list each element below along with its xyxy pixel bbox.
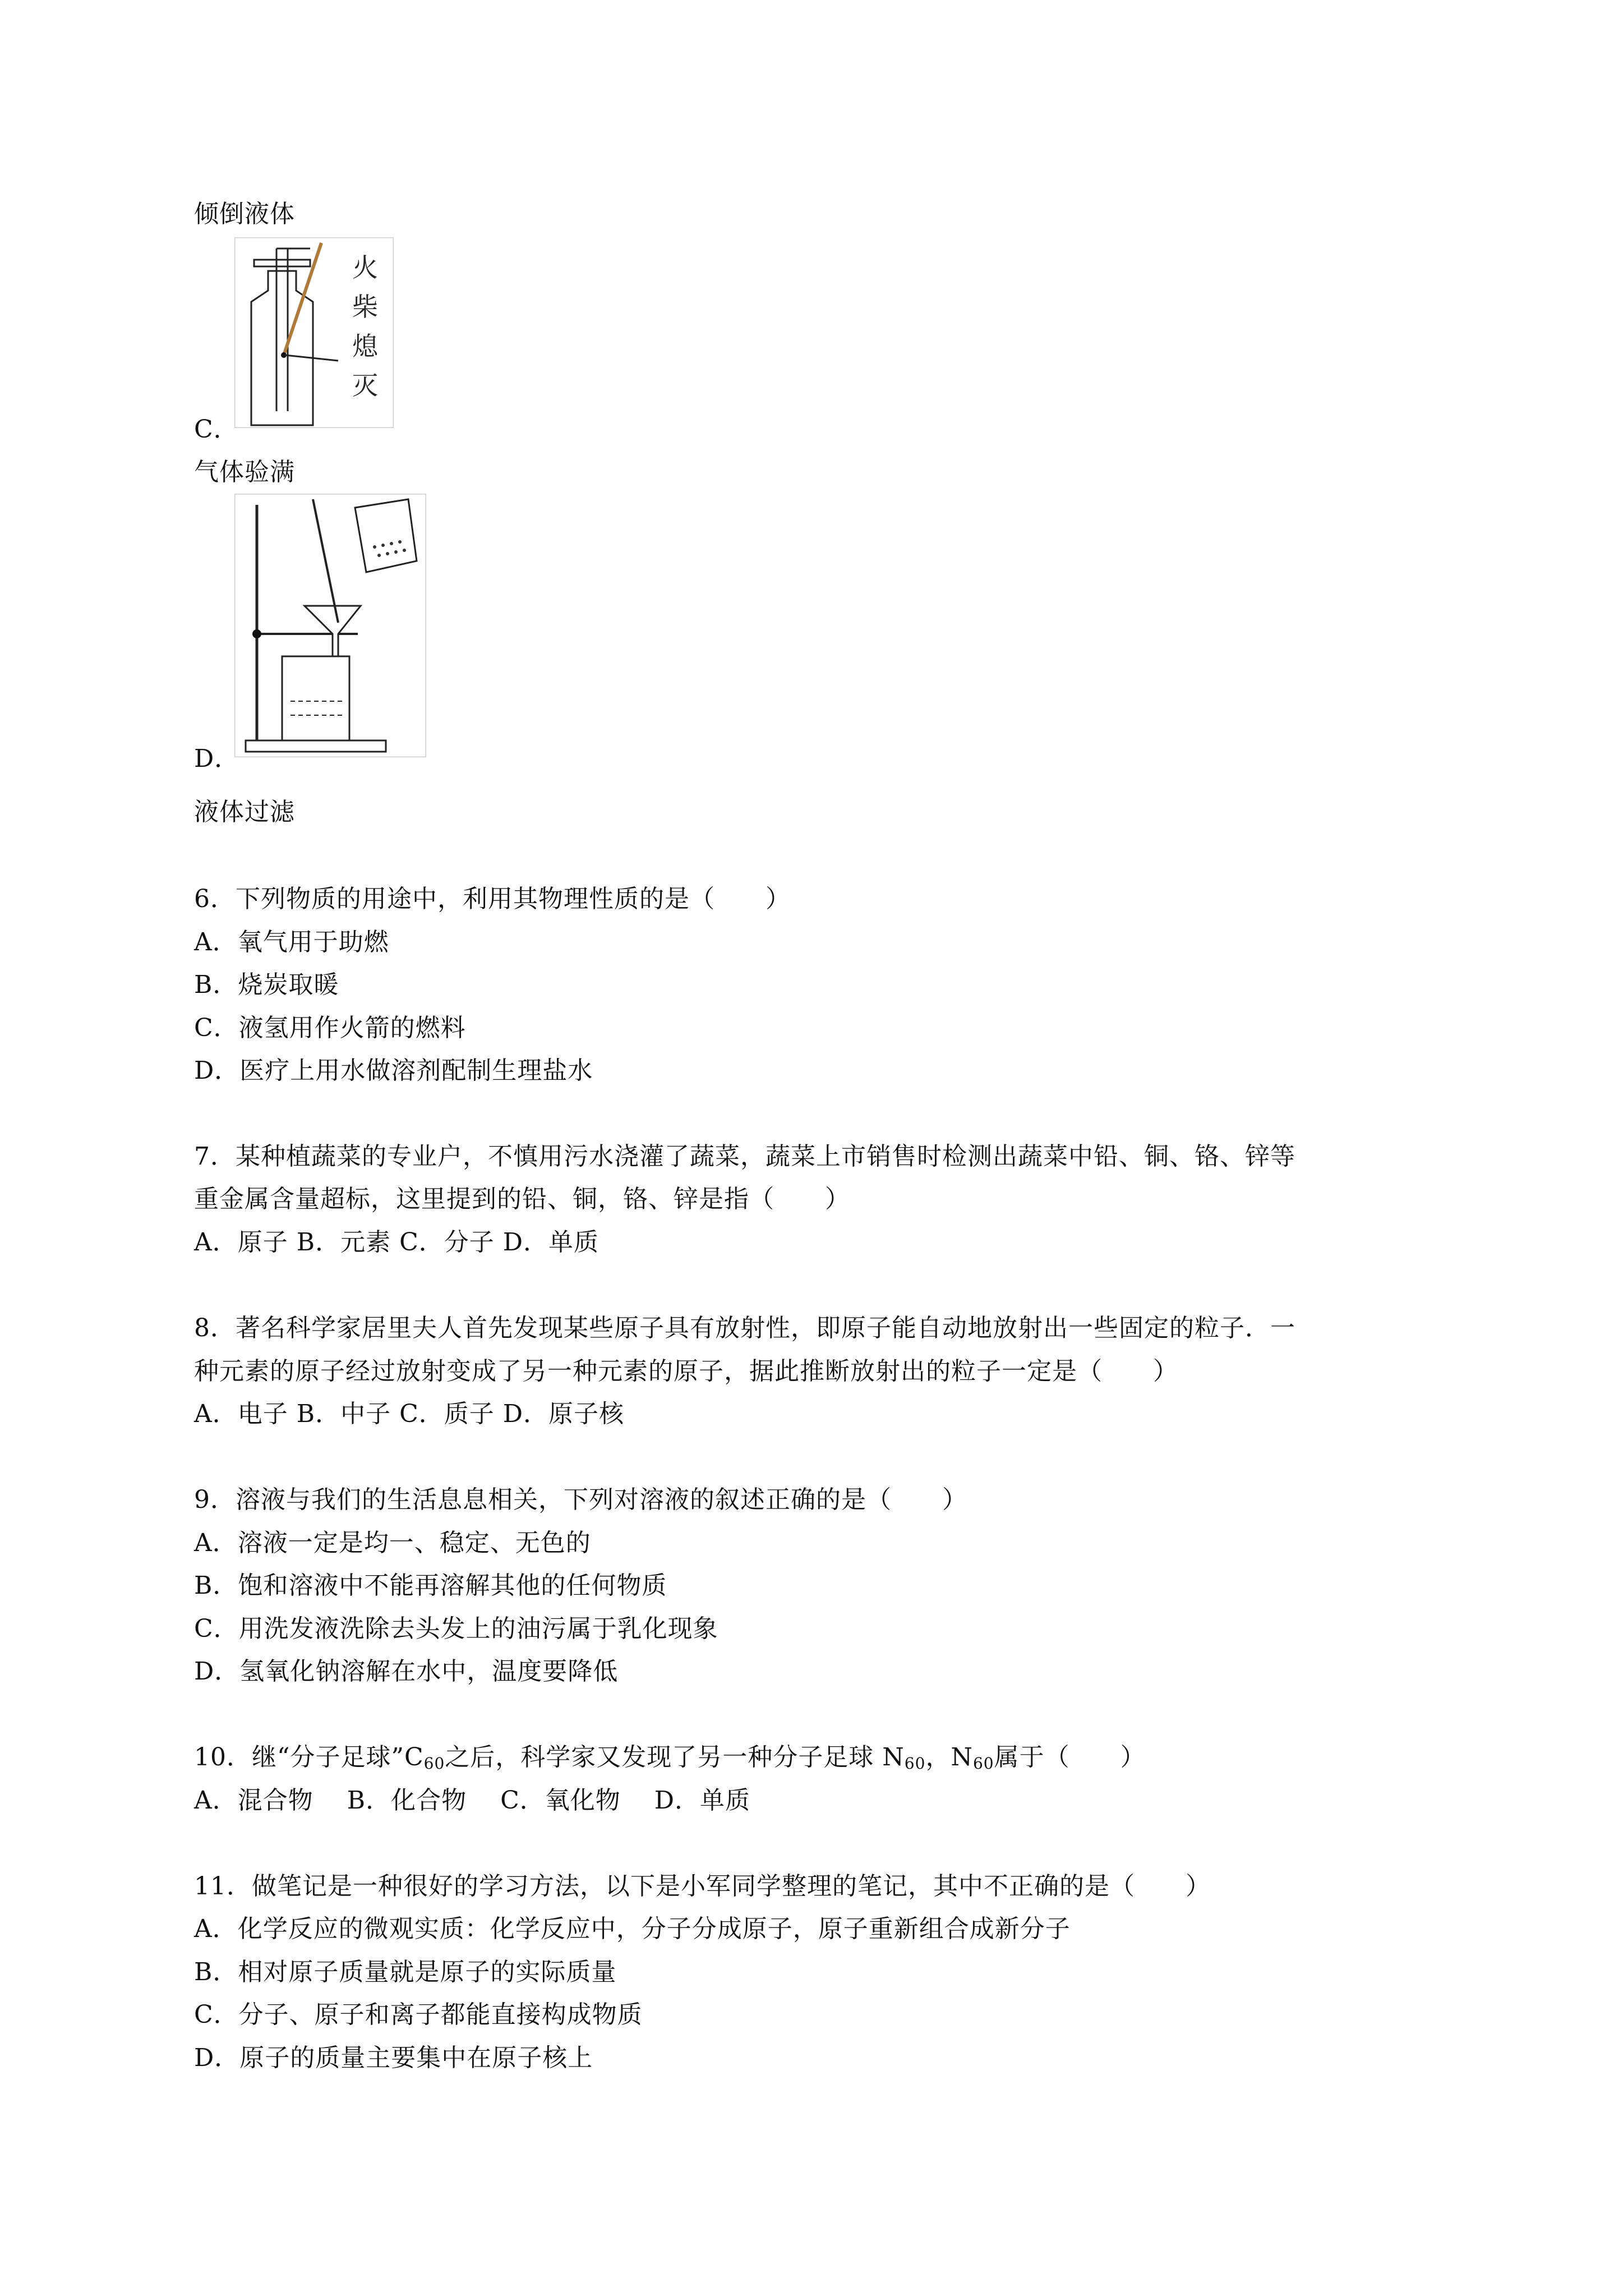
match-extinguish-char-2: 柴 — [352, 292, 378, 322]
question-6-option-d: D．医疗上用水做溶剂配制生理盐水 — [194, 1056, 593, 1085]
label-gas-full: 气体验满 — [194, 458, 295, 486]
question-9-stem: 9．溶液与我们的生活息息相关，下列对溶液的叙述正确的是（ ） — [194, 1485, 967, 1514]
question-11-stem: 11．做笔记是一种很好的学习方法，以下是小军同学整理的笔记，其中不正确的是（ ） — [194, 1872, 1211, 1901]
question-10-sub-c60: 60 — [423, 1754, 445, 1773]
question-9-option-d: D．氢氧化钠溶解在水中，温度要降低 — [194, 1657, 619, 1686]
question-6-option-a: A．氧气用于助燃 — [194, 928, 389, 956]
option-d-label: D． — [194, 744, 240, 773]
question-6-option-b: B．烧炭取暖 — [194, 970, 339, 999]
question-10-stem-part-c: ，N — [925, 1743, 973, 1772]
question-10-stem-part-a: 10．继“分子足球”C — [194, 1743, 424, 1772]
question-9-option-a: A．溶液一定是均一、稳定、无色的 — [194, 1529, 591, 1557]
match-extinguish-char-4: 灭 — [352, 370, 378, 401]
question-8-stem-line-1: 8．著名科学家居里夫人首先发现某些原子具有放射性，即原子能自动地放射出一些固定的粒子．一 — [194, 1314, 1295, 1342]
question-10-stem-part-b: 之后，科学家又发现了另一种分子足球 N — [445, 1743, 905, 1772]
match-extinguish-char-3: 熄 — [352, 331, 378, 361]
question-10-options: A．混合物 B．化合物 C．氧化物 D．单质 — [194, 1786, 751, 1815]
question-7-stem-line-2: 重金属含量超标，这里提到的铅、铜，铬、锌是指（ ） — [194, 1185, 850, 1213]
question-8-stem-line-2: 种元素的原子经过放射变成了另一种元素的原子，据此推断放射出的粒子一定是（ ） — [194, 1357, 1178, 1386]
question-10-sub-n60-1: 60 — [904, 1754, 926, 1773]
question-6-option-c: C．液氢用作火箭的燃料 — [194, 1014, 466, 1042]
question-11-option-d: D．原子的质量主要集中在原子核上 — [194, 2044, 593, 2072]
question-10-sub-n60-2: 60 — [972, 1754, 994, 1773]
gas-full-test-figure — [234, 237, 394, 428]
question-11-option-b: B．相对原子质量就是原子的实际质量 — [194, 1958, 617, 1986]
question-11-option-a: A．化学反应的微观实质：化学反应中，分子分成原子，原子重新组合成新分子 — [194, 1915, 1071, 1943]
question-11-option-c: C．分子、原子和离子都能直接构成物质 — [194, 2000, 643, 2029]
question-9-option-b: B．饱和溶液中不能再溶解其他的任何物质 — [194, 1571, 667, 1600]
question-6-stem: 6．下列物质的用途中，利用其物理性质的是（ ） — [194, 885, 791, 913]
option-c-label: C． — [194, 415, 239, 444]
question-8-options: A．电子 B．中子 C．质子 D．原子核 — [194, 1400, 625, 1428]
question-10-stem — [194, 1742, 1146, 1773]
question-7-stem-line-1: 7．某种植蔬菜的专业户，不慎用污水浇灌了蔬菜，蔬菜上市销售时检测出蔬菜中铅、铜、铬、锌等 — [194, 1142, 1295, 1171]
question-9-option-c: C．用洗发液洗除去头发上的油污属于乳化现象 — [194, 1614, 718, 1643]
label-filtration: 液体过滤 — [194, 798, 295, 826]
filtration-figure — [234, 494, 426, 757]
question-7-options: A．原子 B．元素 C．分子 D．单质 — [194, 1228, 600, 1257]
match-extinguish-char-1: 火 — [352, 252, 378, 283]
question-10-stem-part-d: 属于（ ） — [994, 1743, 1146, 1772]
label-pour-liquid: 倾倒液体 — [194, 200, 295, 228]
